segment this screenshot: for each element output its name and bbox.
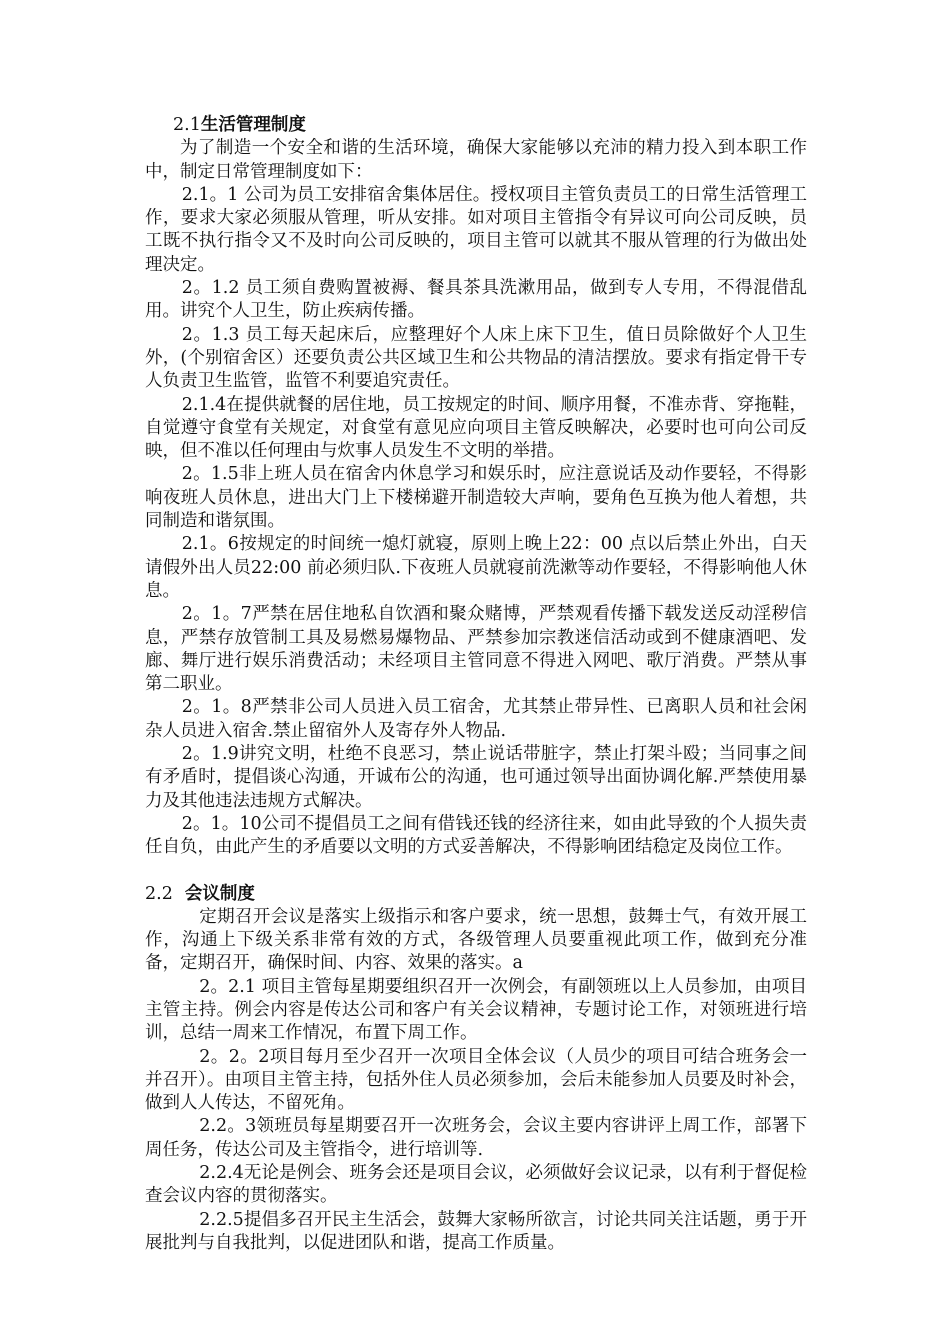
clause-paragraph: 2。2。2项目每月至少召开一次项目全体会议（人员少的项目可结合班务会一并召开）。由项目主管主持，包括外住人员必须参加，会后未能参加人员要及时补会，做到人人传达，不留死角。 xyxy=(145,1046,807,1114)
clause-paragraph: 2。1.2 员工须自费购置被褥、餐具茶具洗漱用品，做到专人专用，不得混借乱用。讲究个人卫生，防止疾病传播。 xyxy=(145,278,807,322)
section-title: 会议制度 xyxy=(184,883,255,904)
clause-paragraph: 2。1。10公司不提倡员工之间有借钱还钱的经济往来，如由此导致的个人损失责任自负，由此产生的矛盾要以文明的方式妥善解决，不得影响团结稳定及岗位工作。 xyxy=(145,813,807,858)
section-intro-paragraph: 定期召开会议是落实上级指示和客户要求，统一思想，鼓舞士气，有效开展工作，沟通上下级关系非常有效的方式，各级管理人员要重视此项工作，做到充分准备，定期召开，确保时间、内容、效果的落实。a xyxy=(145,906,807,974)
clause-paragraph: 2.1。1 公司为员工安排宿舍集体居住。授权项目主管负责员工的日常生活管理工作，要求大家必须服从管理，听从安排。如对项目主管指令有异议可向公司反映，员工既不执行指令又不及时向公司反映的，项目主管可以就其不服从管理的行为做出处理决定。 xyxy=(145,184,807,275)
clause-paragraph: 2.1。6按规定的时间统一熄灯就寝，原则上晚上22：00 点以后禁止外出，白天请假外出人员22:00 前必须归队.下夜班人员就寝前洗漱等动作要轻，不得影响他人休息。 xyxy=(145,534,807,601)
clause-paragraph: 2.2.5提倡多召开民主生活会，鼓舞大家畅所欲言，讨论共同关注话题，勇于开展批判与自我批判，以促进团队和谐，提高工作质量。 xyxy=(145,1209,807,1253)
section-number: 2.2 xyxy=(145,883,173,904)
section-heading-meeting xyxy=(145,883,807,906)
section-heading-living-management xyxy=(145,114,807,137)
clause-paragraph: 2。2.1 项目主管每星期要组织召开一次例会，有副领班以上人员参加，由项目主管主持。例会内容是传达公司和客户有关会议精神，专题讨论工作，对领班进行培训，总结一周来工作情况，布置下周工作。 xyxy=(145,976,807,1044)
clause-paragraph: 2.1.4在提供就餐的居住地，员工按规定的时间、顺序用餐，不准赤背、穿拖鞋，自觉遵守食堂有关规定，对食堂有意见应向项目主管反映解决，必要时也可向公司反映，但不准以任何理由与炊事人员发生不文明的举措。 xyxy=(145,394,807,462)
clause-paragraph: 2。1.9讲究文明，杜绝不良恶习，禁止说话带脏字，禁止打架斗殴；当同事之间有矛盾时，提倡谈心沟通，开诚布公的沟通，也可通过领导出面协调化解.严禁使用暴力及其他违法违规方式解决。 xyxy=(145,744,807,811)
clause-paragraph: 2。1。8严禁非公司人员进入员工宿舍，尤其禁止带异性、已离职人员和社会闲杂人员进入宿舍.禁止留宿外人及寄存外人物品. xyxy=(145,697,807,741)
section-intro-paragraph: 为了制造一个安全和谐的生活环境，确保大家能够以充沛的精力投入到本职工作中，制定日常管理制度如下： xyxy=(145,138,807,182)
clause-paragraph: 2。1。7严禁在居住地私自饮酒和聚众赌博，严禁观看传播下载发送反动淫秽信息，严禁存放管制工具及易燃易爆物品、严禁参加宗教迷信活动或到不健康酒吧、发廊、舞厅进行娱乐消费活动；未经项目主管同意不得进入网吧、歌厅消费。严禁从事第二职业。 xyxy=(145,604,807,695)
section-number: 2.1 xyxy=(173,115,201,135)
document-page xyxy=(145,114,807,1255)
clause-paragraph: 2.2.4无论是例会、班务会还是项目会议，必须做好会议记录，以有利于督促检查会议内容的贯彻落实。 xyxy=(145,1163,807,1207)
section-title: 生活管理制度 xyxy=(200,115,306,135)
clause-paragraph: 2。1.3 员工每天起床后，应整理好个人床上床下卫生，值日员除做好个人卫生外，(个别宿舍区）还要负责公共区域卫生和公共物品的清洁摆放。要求有指定骨干专人负责卫生监管，监管不利要追究责任。 xyxy=(145,324,807,392)
clause-paragraph: 2.2。3领班员每星期要召开一次班务会，会议主要内容讲评上周工作，部署下周任务，传达公司及主管指令，进行培训等. xyxy=(145,1116,807,1160)
clause-paragraph: 2。1.5非上班人员在宿舍内休息学习和娱乐时，应注意说话及动作要轻，不得影响夜班人员休息，进出大门上下楼梯避开制造较大声响，要角色互换为他人着想，共同制造和谐氛围。 xyxy=(145,464,807,532)
